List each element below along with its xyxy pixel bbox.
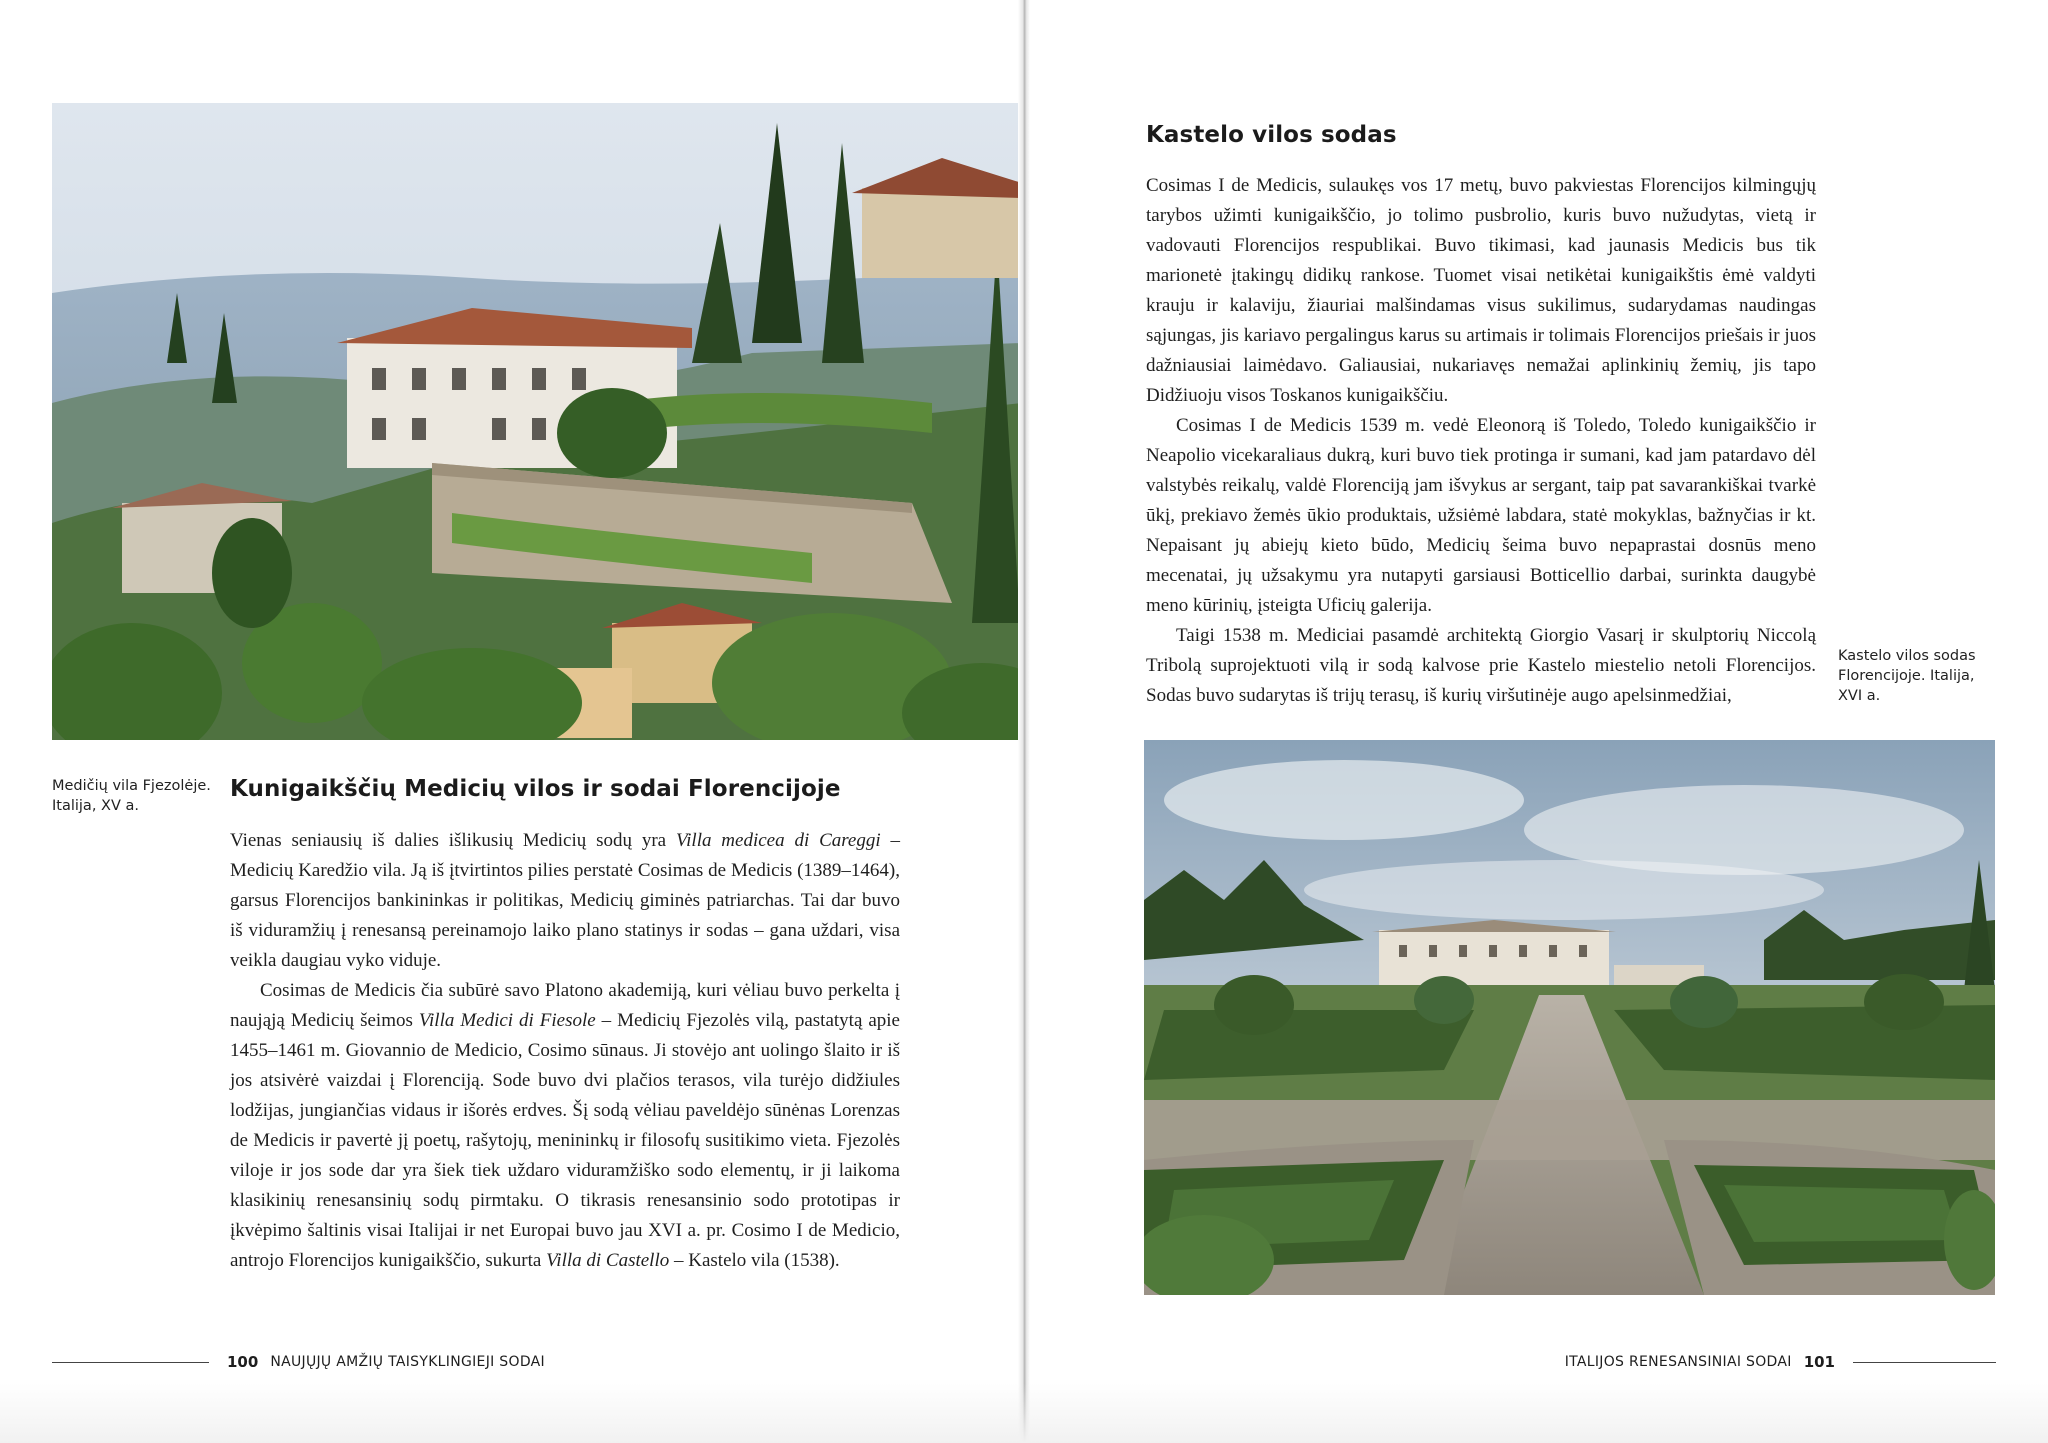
page-number: 101 xyxy=(1803,1353,1835,1371)
running-title: NAUJŲJŲ AMŽIŲ TAISYKLINGIEJI SODAI xyxy=(270,1354,545,1370)
paragraph: Cosimas de Medicis čia subūrė savo Platono akademiją, kuri vėliau buvo perkelta į naująją Medicių šeimos Villa Medici di Fiesole – Medicių Fjezolės vilą, pastatytą apie 1455–1461 m. Giovannio de Medicio, Cosimo sūnaus. Ji stovėjo ant uolingo šlaito ir iš jos atsivėrė vaizdai į Florenciją. Sode buvo dvi plačios terasos, vila turėjo didžiules lodžijas, jungiančias vidaus ir išorės erdves. Šį sodą vėliau paveldėjo sūnėnas Lorenzas de Medicis ir pavertė jį poetų, rašytojų, menininkų ir filosofų susitikimo vieta. Fjezolės viloje ir jos sode dar yra šiek tiek uždaro viduramžiško sodo elementų, ir ji laikoma klasikinių renesansinių sodų pirmtaku. O tikrasis renesansinio sodo prototipas ir įkvėpimo šaltinis visai Italijai ir net Europai buvo jau XVI a. pr. Cosimo I de Medicio, antrojo Florencijos kunigaikščio, sukurta Villa di Castello – Kastelo vila (1538). xyxy=(230,980,900,1271)
page-number: 100 xyxy=(227,1353,259,1371)
page-footer xyxy=(52,1350,652,1374)
right-page xyxy=(1026,0,2048,1443)
body-text xyxy=(230,826,900,1276)
paragraph: Cosimas I de Medicis 1539 m. vedė Eleonorą iš Toledo, Toledo kunigaikščio ir Neapolio vicekaraliaus dukrą, kuri buvo tiek protinga ir sumani, kad jam patardavo dėl valstybės reikalų, valdė Florenciją jam išvykus ar sergant, taip pat savarankiškai tvarkė ūkį, prekiavo žemės ūkio produktais, užsiėmė labdara, statė mokyklas, bažnyčias ir kt. Nepaisant jų abiejų kieto būdo, Medicių šeima buvo nepaprastai dosnūs meno mecenatai, jų užsakymu yra nutapyti garsiausi Botticellio darbai, surinkta daugybė meno kūrinių, įsteigta Uficių galerija. xyxy=(1146,415,1816,616)
photo-caption: Kastelo vilos sodas Florencijoje. Italija, XVI a. xyxy=(1838,648,1976,704)
paragraph: Taigi 1538 m. Mediciai pasamdė architektą Giorgio Vasarį ir skulptorių Niccolą Tribolą suprojektuoti vilą ir sodą kalvose prie Kastelo miestelio netoli Florencijos. Sodas buvo sudarytas iš trijų terasų, iš kurių viršutinėje augo apelsinmedžiai, xyxy=(1146,625,1816,706)
paragraph: Vienas seniausių iš dalies išlikusių Medicių sodų yra Villa medicea di Careggi – Medicių Karedžio vila. Ją iš įtvirtintos pilies perstatė Cosimas de Medicis (1389–1464), garsus Florencijos bankininkas ir politikas, Medicių giminės patriarchas. Tai dar buvo iš viduramžių į renesansą pereinamojo laiko plano statinys ir sodas – gana uždari, visa veikla daugiau vyko viduje. xyxy=(230,830,900,971)
page-footer xyxy=(1556,1350,1996,1374)
villa-fiesole-photo xyxy=(52,103,1022,740)
book-gutter xyxy=(1018,0,1030,1443)
paragraph: Cosimas I de Medicis, sulaukęs vos 17 metų, buvo pakviestas Florencijos kilmingųjų tarybos užimti kunigaikščio, jo tolimo pusbrolio, kuris buvo nužudytas, vietą ir vadovauti Florencijos respublikai. Buvo tikimasi, kad jaunasis Medicis bus tik marionetė įtakingų didikų rankose. Tuomet visai netikėtai kunigaikštis ėmė valdyti krauju ir kalaviju, žiauriai malšindamas visus sukilimus, sudarydamas naudingas sąjungas, jis kariavo pergalingus karus su artimais ir tolimais Florencijos priešais ir juos dažniausiai laimėdavo. Galiausiai, nukariavęs nemažai aplinkinių žemių, jis tapo Didžiuoju visos Toskanos kunigaikščiu. xyxy=(1146,175,1816,406)
left-page xyxy=(0,0,1022,1443)
running-title: ITALIJOS RENESANSINIAI SODAI xyxy=(1564,1354,1792,1370)
footer-rule xyxy=(52,1362,209,1363)
footer-rule xyxy=(1853,1362,1996,1363)
body-text xyxy=(1146,171,1816,711)
section-heading: Kastelo vilos sodas xyxy=(1146,122,1397,148)
castello-garden-photo xyxy=(1144,740,1995,1295)
section-heading: Kunigaikščių Medicių vilos ir sodai Florencijoje xyxy=(230,776,841,802)
photo-caption: Medičių vila Fjezolėje. Italija, XV a. xyxy=(52,778,211,814)
